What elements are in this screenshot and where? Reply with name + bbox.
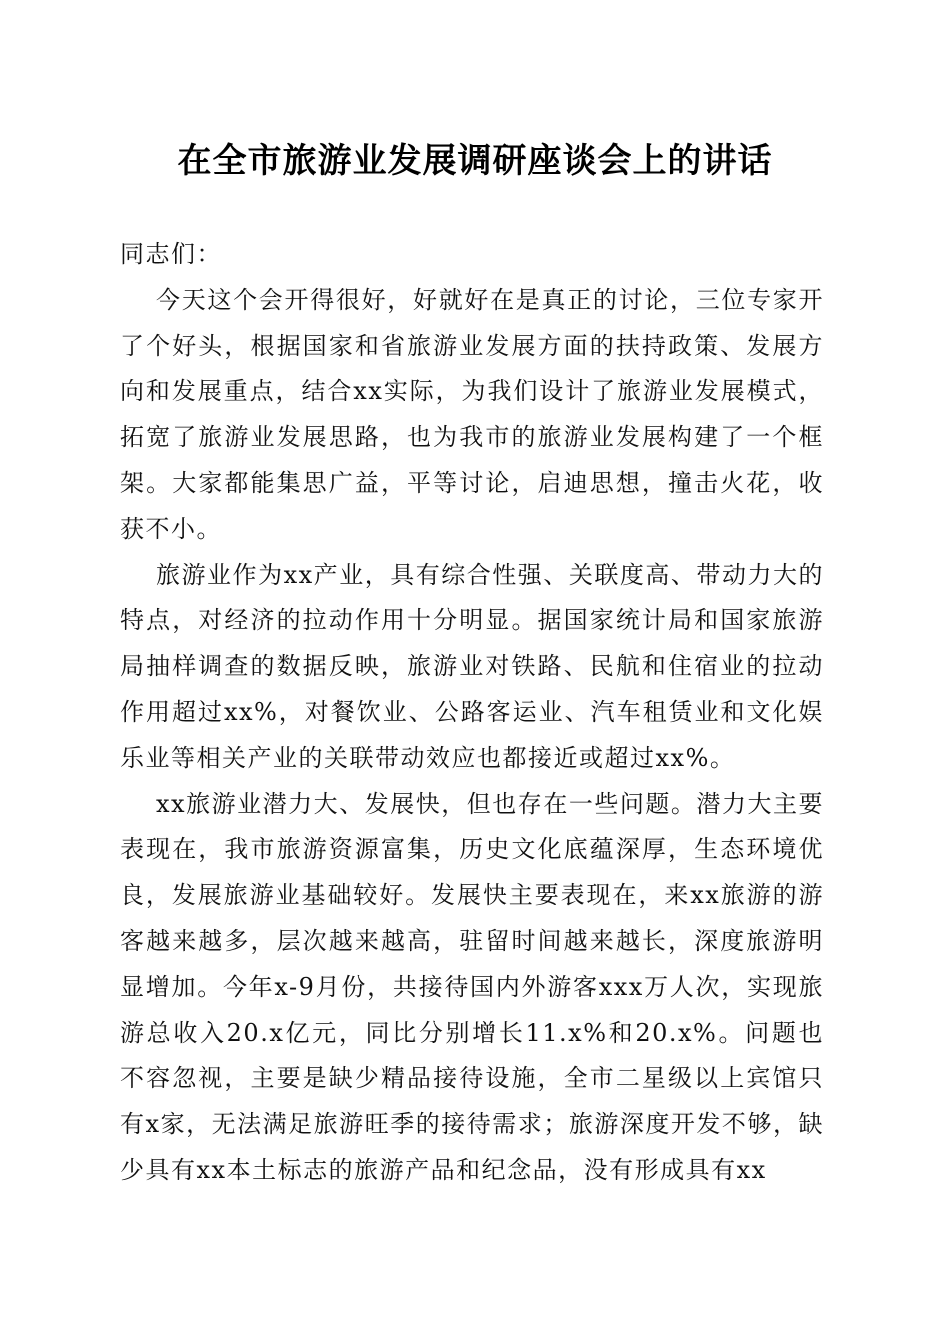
document-title: 在全市旅游业发展调研座谈会上的讲话 bbox=[177, 141, 773, 181]
salutation: 同志们： bbox=[120, 240, 222, 268]
paragraph-1: 今天这个会开得很好，好就好在是真正的讨论，三位专家开了个好头，根据国家和省旅游业发展方面的扶持政策、发展方向和发展重点，结合xx实际，为我们设计了旅游业发展模式，拓宽了旅游业发展思路，也为我市的旅游业发展构建了一个框架。大家都能集思广益，平等讨论，启迪思想，撞击火花，收获不小。 bbox=[120, 285, 824, 543]
document-body bbox=[120, 232, 824, 1194]
paragraph-3: xx旅游业潜力大、发展快，但也存在一些问题。潜力大主要表现在，我市旅游资源富集，历史文化底蕴深厚，生态环境优良，发展旅游业基础较好。发展快主要表现在，来xx旅游的游客越来越多，层次越来越高，驻留时间越来越长，深度旅游明显增加。今年x-9月份，共接待国内外游客xxx万人次，实现旅游总收入20.x亿元，同比分别增长11.x%和20.x%。问题也不容忽视，主要是缺少精品接待设施，全市二星级以上宾馆只有x家，无法满足旅游旺季的接待需求；旅游深度开发不够，缺少具有xx本土标志的旅游产品和纪念品，没有形成具有xx bbox=[120, 789, 824, 1184]
paragraph-2: 旅游业作为xx产业，具有综合性强、关联度高、带动力大的特点，对经济的拉动作用十分明显。据国家统计局和国家旅游局抽样调查的数据反映，旅游业对铁路、民航和住宿业的拉动作用超过xx%，对餐饮业、公路客运业、汽车租赁业和文化娱乐业等相关产业的关联带动效应也都接近或超过xx%。 bbox=[120, 560, 824, 772]
